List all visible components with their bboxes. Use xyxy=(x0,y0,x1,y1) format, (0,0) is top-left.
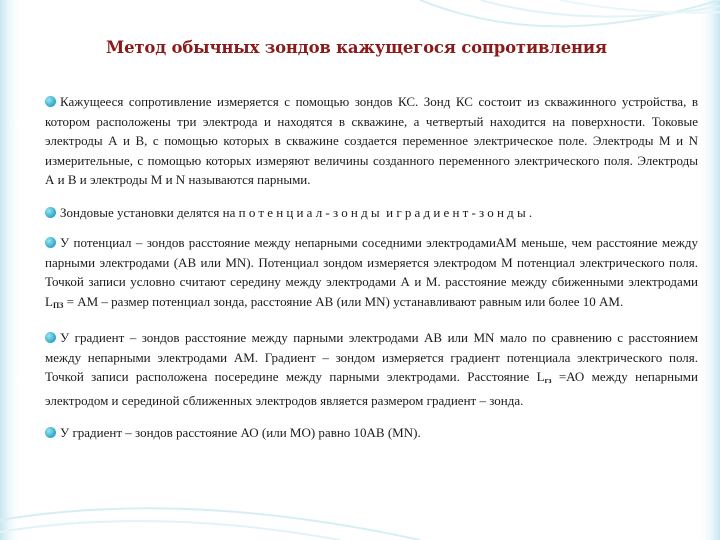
paragraph-gradient-zond xyxy=(45,328,698,410)
slide-title: Метод обычных зондов кажущегося сопротивления xyxy=(106,38,607,57)
paragraph-kazhushcheesya-soprotivlenie xyxy=(45,92,698,190)
slide-content xyxy=(45,92,698,456)
bullet-icon xyxy=(45,96,56,107)
paragraph-text-part1: У потенциал – зондов расстояние между непарными соседними электродамиАМ меньше, чем расстояние между парными электродами (АВ или MN). Потенциал зондом измеряется электродом М потенциал электрического поля. Точкой записи условно считают середину между электродами А и М. расстояние между сбиженными электродами L xyxy=(45,235,698,309)
bullet-icon xyxy=(45,207,56,218)
bullet-icon xyxy=(45,427,56,438)
paragraph-text: Кажущееся сопротивление измеряется с помощью зондов КС. Зонд КС состоит из скважинного устройства, в котором расположены три электрода и находятся в скважине, а четвертый находится на поверхности. Токовые электроды А и В, с помощью которых в скважине создается переменное электрическое поле. Электроды М и N измерительные, с помощью которых измеряют величины созданного переменного электрического поля. Электроды А и В и электроды М и N называются парными. xyxy=(45,94,698,187)
paragraph-text-part1: У градиент – зондов расстояние между парными электродами АВ или MN мало по сравнению с расстоянием между непарными электродами АМ. Градиент – зондом измеряется градиент потенциала электрического поля. Точкой записи расположена посередине между парными электродами. Расстояние L xyxy=(45,330,698,384)
term-gradient-zondy: градиент-зонды xyxy=(396,204,529,220)
paragraph-text-part2: =АО между непарными электродом и серединой сближенных электродов является размером градиент – зонда. xyxy=(45,369,698,408)
paragraph-text-part2: = АМ – размер потенциал зонда, расстояние АВ (или MN) устанавливают равным или более 10 АМ. xyxy=(63,293,624,309)
paragraph-potencial-zond xyxy=(45,233,698,315)
paragraph-gradient-zond-ao xyxy=(45,423,698,443)
paragraph-lead: Зондовые установки делятся на xyxy=(60,204,239,220)
paragraph-text: У градиент – зондов расстояние АО (или МО) равно 10АВ (MN). xyxy=(60,425,421,440)
subscript-pz: ПЗ xyxy=(52,300,64,310)
paragraph-end: . xyxy=(528,204,533,220)
term-potencial-zondy: потенциал-зонды xyxy=(238,204,383,220)
bullet-icon xyxy=(45,332,56,343)
bullet-icon xyxy=(45,237,56,248)
paragraph-zondovye-ustanovki xyxy=(45,203,698,223)
subscript-gz: гз xyxy=(544,376,552,385)
paragraph-conjunction: и xyxy=(382,204,397,220)
